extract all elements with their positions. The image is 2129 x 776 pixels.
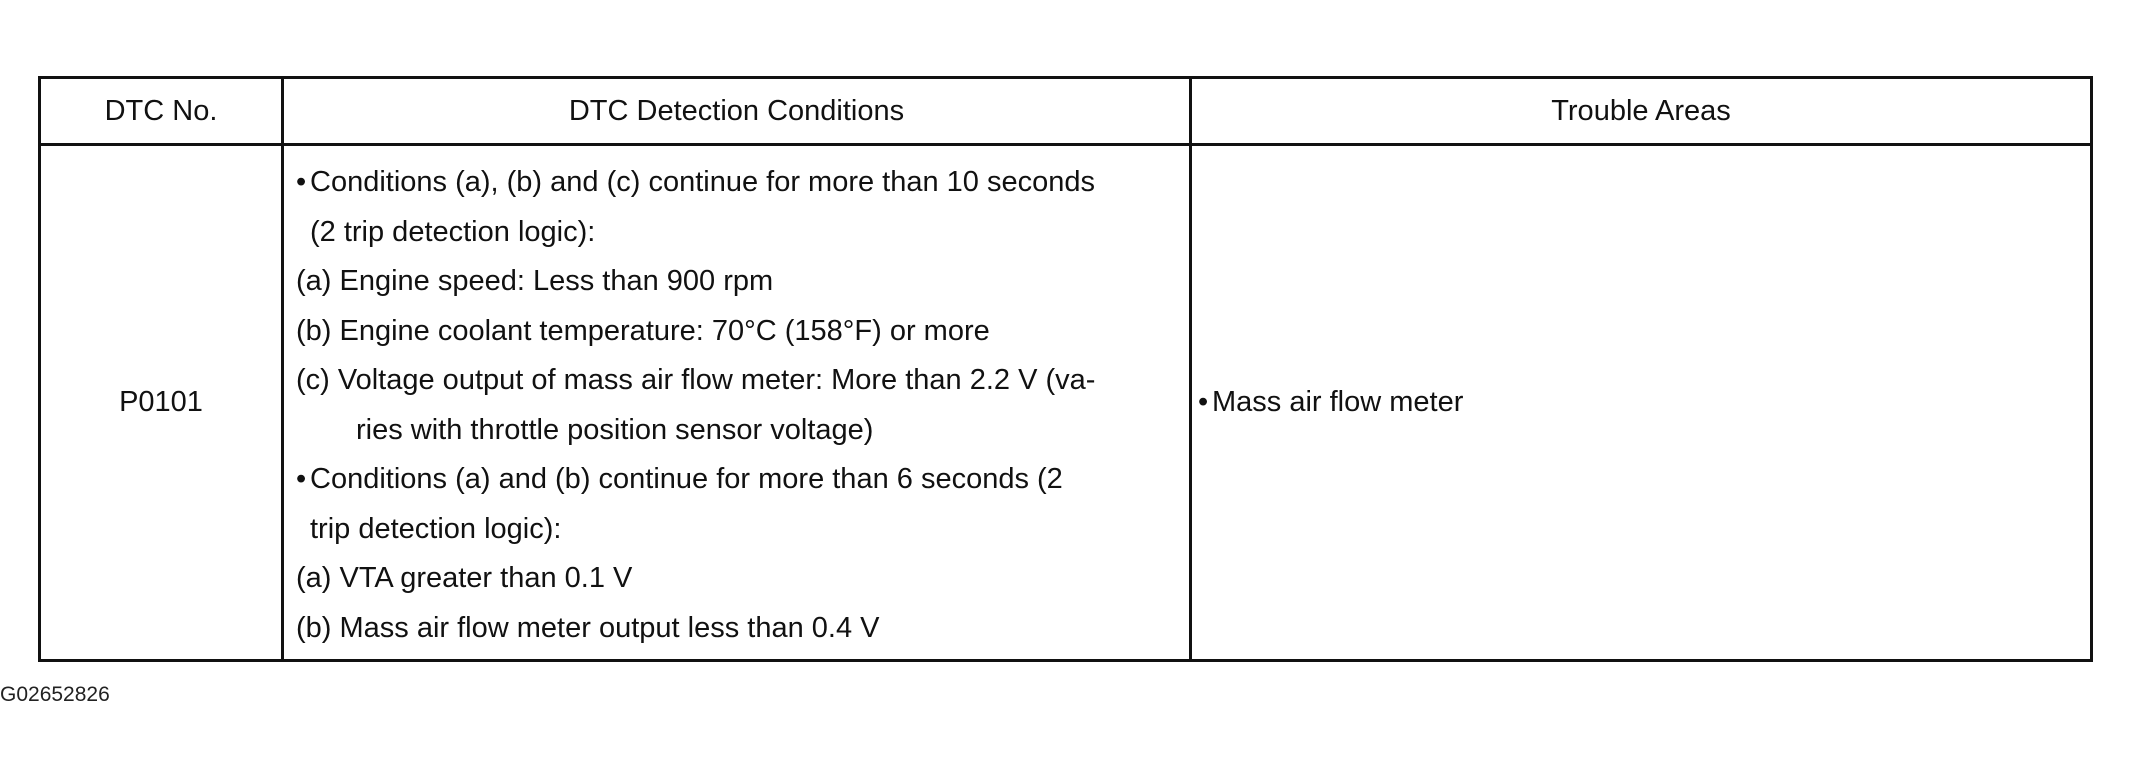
- condition-line: [296, 356, 1179, 406]
- condition-line: [296, 208, 1179, 258]
- dtc-code-cell: P0101: [40, 145, 283, 661]
- condition-text: (a) Engine speed: Less than 900 rpm: [296, 265, 774, 297]
- header-detection-conditions: DTC Detection Conditions: [283, 78, 1191, 145]
- trouble-area-text: Mass air flow meter: [1212, 386, 1464, 418]
- condition-text: ries with throttle position sensor voltage): [356, 413, 874, 446]
- condition-line: [296, 455, 1179, 505]
- condition-text: (c) Voltage output of mass air flow meter: More than 2.2 V (va-: [296, 364, 1096, 396]
- condition-text: (a) VTA greater than 0.1 V: [296, 562, 633, 594]
- condition-line: [296, 554, 1179, 604]
- condition-text: Conditions (a) and (b) continue for more than 6 seconds (2: [310, 463, 1063, 495]
- conditions-list: [296, 158, 1179, 653]
- condition-line: [296, 257, 1179, 307]
- condition-text: (2 trip detection logic):: [310, 215, 596, 248]
- trouble-areas-cell: [1191, 145, 2092, 661]
- figure-id: G02652826: [0, 683, 110, 706]
- condition-line: [296, 406, 1179, 456]
- condition-text: (b) Mass air flow meter output less than 0.4 V: [296, 611, 880, 644]
- condition-text: trip detection logic):: [310, 512, 562, 545]
- header-trouble-areas: Trouble Areas: [1191, 78, 2092, 145]
- condition-text: Conditions (a), (b) and (c) continue for more than 10 seconds: [310, 166, 1096, 198]
- condition-line: [296, 505, 1179, 555]
- condition-text: (b) Engine coolant temperature: 70°C (158°F) or more: [296, 314, 990, 347]
- condition-line: [296, 604, 1179, 654]
- dtc-table: [38, 76, 2093, 662]
- table-header-row: [40, 78, 2092, 145]
- detection-conditions-cell: [283, 145, 1191, 661]
- bullet-icon: •: [296, 166, 307, 198]
- bullet-icon: •: [1198, 386, 1209, 418]
- header-dtc-no: DTC No.: [40, 78, 283, 145]
- condition-line: [296, 307, 1179, 357]
- condition-line: [296, 158, 1179, 208]
- bullet-icon: •: [296, 463, 307, 495]
- table-row: [40, 145, 2092, 661]
